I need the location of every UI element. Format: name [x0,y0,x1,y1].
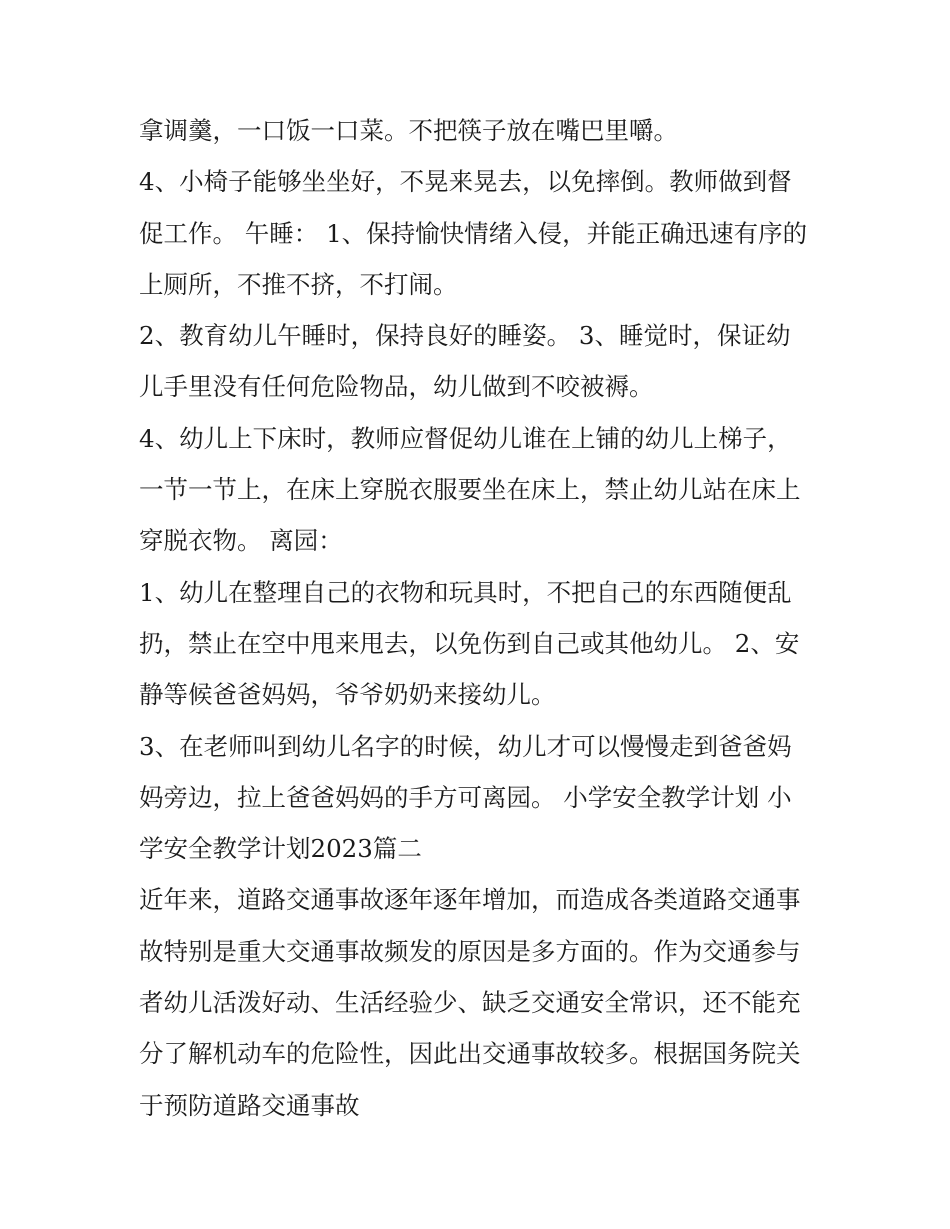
text-line: 分了解机动车的危险性，因此出交通事故较多。根据国务院关 [139,1039,801,1069]
text-line: 3、在老师叫到幼儿名字的时候，幼儿才可以慢慢走到爸爸妈 [139,731,792,761]
text-line: 者幼儿活泼好动、生活经验少、缺乏交通安全常识，还不能充 [139,988,801,1018]
text-line: 4、幼儿上下床时，教师应督促幼儿谁在上铺的幼儿上梯子， [139,423,792,453]
text-line: 故特别是重大交通事故频发的原因是多方面的。作为交通参与 [139,936,801,966]
text-line: 2、教育幼儿午睡时，保持良好的睡姿。 3、睡觉时，保证幼 [139,321,791,351]
text-line: 静等候爸爸妈妈，爷爷奶奶来接幼儿。 [139,680,556,710]
body-text [139,105,819,1131]
text-line: 儿手里没有任何危险物品，幼儿做到不咬被褥。 [139,372,654,402]
text-line: 一节一节上，在床上穿脱衣服要坐在床上，禁止幼儿站在床上 [139,475,801,505]
text-line: 于预防道路交通事故 [139,1090,360,1120]
text-line: 学安全教学计划2023篇二 [139,834,422,864]
text-line: 近年来，道路交通事故逐年逐年增加，而造成各类道路交通事 [139,885,801,915]
text-line: 1、幼儿在整理自己的衣物和玩具时，不把自己的东西随便乱 [139,577,792,607]
text-line: 促工作。 午睡： 1、保持愉快情绪入侵，并能正确迅速有序的 [139,218,808,248]
text-line: 穿脱衣物。 离园： [139,526,343,556]
text-line: 扔，禁止在空中甩来甩去，以免伤到自己或其他幼儿。 2、安 [139,628,800,658]
text-line: 拿调羹，一口饭一口菜。不把筷子放在嘴巴里嚼。 [139,116,678,145]
text-line: 4、小椅子能够坐坐好，不晃来晃去，以免摔倒。教师做到督 [139,167,792,197]
text-line: 上厕所，不推不挤，不打闹。 [139,269,458,299]
text-line: 妈旁边，拉上爸爸妈妈的手方可离园。 小学安全教学计划 小 [139,782,792,812]
